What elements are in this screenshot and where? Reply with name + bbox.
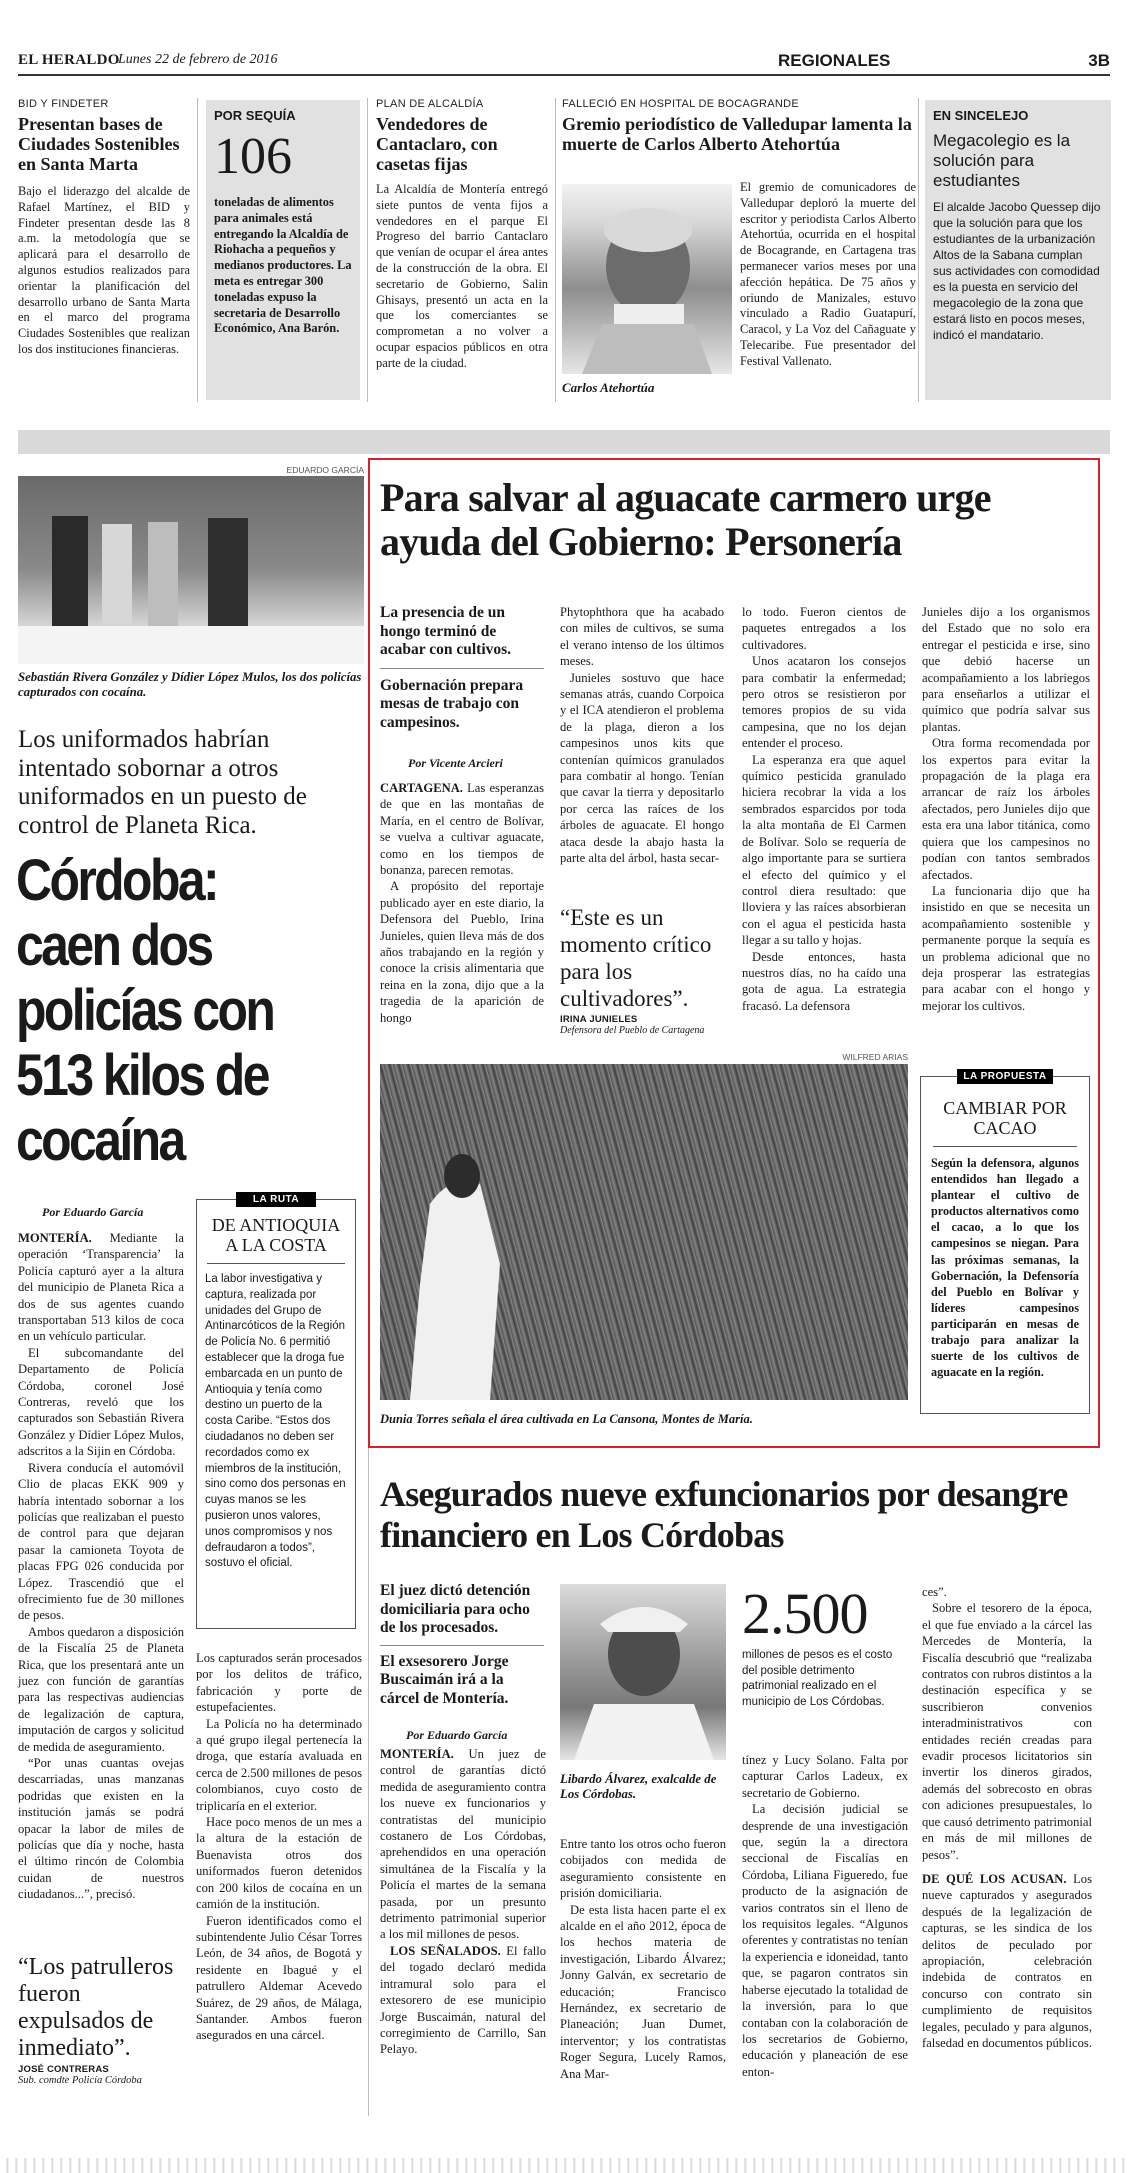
photo-credit: EDUARDO GARCÍA <box>286 465 364 475</box>
photo-caption: Sebastián Rivera González y Dídier López Mulos, los dos policías capturados con cocaína. <box>18 670 362 699</box>
brief-body: toneladas de alimentos para animales está entregando la Alcaldía de Riohacha a pequeños y medianos productores. La meta es entregar 300 toneladas expuso la secretaria de Desarrollo Económico, Ana Barón. <box>214 195 352 336</box>
brief-body: El gremio de comunicadores de Valledupar deploró la muerte del escritor y periodista Carlos Alberto Atehortúa, ocurrida en el hospital de Bocagrande, en Cartagena tras permanecer varios meses por una afección hepática. De 75 años y oriundo de Manizales, estuvo vinculado a Radio Guatapurí, Caracol, y La Voz del Cañaguate y Telecaribe. Fue presentador del Festival Vallenato. <box>740 180 916 368</box>
subhead: LOS SEÑALADOS. <box>390 1943 501 1958</box>
paragraph: La esperanza era que aquel químico pesticida granulado hiciera recobrar la vida a los sembrados esparcidos por toda la alta montaña de El Carmen de Bolívar. Solo se requería de algo importante para se surtiera el efecto del químico y el control diera resultado: que lloviera y las raíces absorbieran con el agua el pesticida hasta llegar a su tallo y hojas. <box>742 752 906 948</box>
issue-date: Lunes 22 de febrero de 2016 <box>118 52 278 67</box>
brief-gremio <box>562 98 916 402</box>
paragraph: Desde entonces, hasta nuestros días, no ha caído una gota de agua. La estrategia fracasó. La defensora <box>742 949 906 1013</box>
paragraph: Junieles sostuvo que hace semanas atrás, cuando Corpoica y el ICA atendieron el problema de la plaga, dieron a los campesinos unos kits que contenían químicos granulados para combatir al hongo. Tenían que cavar la tierra y depositarlo por cerca las raíces de los árboles de aguacate. El hongo ataca desde la abajo hasta la parte alta del árbol, hasta secar- <box>560 670 724 866</box>
photo-credit: WILFRED ARIAS <box>842 1052 908 1062</box>
divider <box>555 98 556 402</box>
quote-text: “Este es un momento crítico para los cultivadores”. <box>560 905 712 1011</box>
brief-body: El alcalde Jacobo Quessep dijo que la solución para que los estudiantes de la urbanización Altos de la Sabana cumplan sus actividades con comodidad es la puesta en servicio del megacolegio de la zona que estará listo en pocos meses, indicó el mandatario. <box>933 200 1101 342</box>
brief-kicker: EN SINCELEJO <box>933 108 1029 123</box>
bottom-edge <box>0 2158 1128 2173</box>
article-headline: Para salvar al aguacate carmero urge ayuda del Gobierno: Personería <box>380 475 991 564</box>
propuesta-box <box>920 1071 1090 1414</box>
page-number: 3B <box>1088 51 1110 70</box>
deck-2: Gobernación prepara mesas de trabajo con campesinos. <box>380 676 524 731</box>
stat-number: 2.500 <box>742 1581 868 1646</box>
deck-block <box>380 604 544 771</box>
deck-2: El exsesorero Jorge Buscaimán irá a la cárcel de Montería. <box>380 1652 509 1707</box>
byline: Por Eduardo García <box>406 1728 508 1742</box>
paragraph: A propósito del reportaje publicado ayer en este diario, la Defensora del Pueblo, Irina Junieles, quien lleva más de dos años trabajando en la región y conoce la crisis alimentaria que reina en la zona, dijo que a la tragedia de la aparición de hongo <box>380 879 544 1025</box>
box-title: CAMBIAR POR CACAO <box>943 1098 1067 1138</box>
byline: Por Eduardo García <box>42 1205 144 1219</box>
brief-title: Megacolegio es la solución para estudiantes <box>933 131 1071 190</box>
portrait-photo <box>562 184 732 374</box>
paper-name: EL HERALDO <box>18 52 120 68</box>
pull-quote <box>18 1954 188 2086</box>
paragraph: La funcionaria dijo que ha insistido en que se necesita un acompañamiento sostenible y permanente porque la sequía es un problema adicional que no deja prosperar las estrategias para acabar con el hongo y mejorar los cultivos. <box>922 883 1090 1013</box>
paragraph: La decisión judicial se desprende de una investigación que, según la a directora seccional de Fiscalías en Córdoba, Liliana Figueredo, fue producto de la asignación de varios contratos sin el lleno de los requisitos legales. “Algunos oferentes y contratistas no tenían la experiencia e idoneidad, tanto que, se pagaron contratos sin haberse ejecutado la totalidad de la inversión, para lo que contaban con la colaboración de los secretarios de Gobierno, educación y planeación de ese enton- <box>742 1802 908 2079</box>
article-column <box>742 604 906 1014</box>
divider <box>197 98 198 402</box>
brief-title: Gremio periodístico de Valledupar lamenta la muerte de Carlos Alberto Atehortúa <box>562 114 912 154</box>
pull-quote <box>560 904 730 1036</box>
brief-kicker: FALLECIÓ EN HOSPITAL DE BOCAGRANDE <box>562 98 799 110</box>
brief-kicker: PLAN DE ALCALDÍA <box>376 98 484 110</box>
paragraph: Mediante la operación ‘Transparencia’ la Policía capturó ayer a la altura del municipio de Planeta Rica a dos de sus agentes cuando transportaban 513 kilos de coca en un vehículo particular. <box>18 1231 184 1344</box>
masthead-rule <box>18 74 1110 76</box>
article-column <box>922 604 1090 1014</box>
quote-name: IRINA JUNIELES <box>560 1014 638 1025</box>
article-column <box>922 1584 1092 2051</box>
article-column <box>560 1836 726 2082</box>
police-illustration <box>18 476 364 664</box>
paragraph: El fallo del togado declaró medida intramural solo para el extesorero de ese municipio Jorge Buscaimán, natural del corregimiento de Carrillo, San Pelayo. <box>380 1943 546 2057</box>
paragraph: Hace poco menos de un mes a la altura de la estación de Buenavista otros dos uniformados fueron detenidos con 200 kilos de cocaína en un camión de la institución. <box>196 1815 362 1912</box>
paragraph: De esta lista hacen parte el ex alcalde en el año 2012, época de los hechos materia de investigación, Libardo Álvarez; Jonny Galván, ex secretario de educación; Francisco Hernández, ex secretario de Planeación; Juan Dumet, interventor; y los contratistas Roger Segura, Lucely Ramos, Ana Mar- <box>560 1902 726 2081</box>
paragraph: Los capturados serán procesados por los delitos de tráfico, fabricación y porte de estupefacientes. <box>196 1651 362 1715</box>
section-name: REGIONALES <box>778 51 891 70</box>
quote-role: Sub. comdte Policía Córdoba <box>18 2075 142 2086</box>
brief-kicker: BID Y FINDETER <box>18 98 109 110</box>
brief-cantaclaro <box>376 98 548 372</box>
stat-text: millones de pesos es el costo del posible detrimento patrimonial realizado en el municipio de Los Córdobas. <box>742 1649 893 1708</box>
mayor-illustration <box>560 1584 726 1760</box>
dateline: MONTERÍA. <box>380 1747 454 1761</box>
brief-sequia <box>206 100 360 400</box>
mayor-photo <box>560 1584 726 1760</box>
box-title: DE ANTIOQUIA A LA COSTA <box>211 1215 341 1255</box>
article-column <box>380 1746 546 2058</box>
brief-sincelejo <box>925 100 1111 400</box>
deck-1: La presencia de un hongo terminó de acabar con cultivos. <box>380 604 512 658</box>
article-column <box>560 604 724 867</box>
dateline: CARTAGENA. <box>380 781 463 795</box>
paragraph: Las esperanzas de que en las montañas de María, en el centro de Bolívar, se vuelva a cultivar aguacate, como en los tiempos de bonanza, parecen remotas. <box>380 781 544 878</box>
brief-kicker: POR SEQUÍA <box>214 108 296 123</box>
paragraph: Rivera conducía el automóvil Clio de placas EKK 909 y habría intentado sobornar a los policías que realizaban el puesto de control para que dejaran pasar la camioneta Toyota de placas FPG 026 conducida por López. Trascendió que el ofrecimiento fue de 30 millones de pesos. <box>18 1460 184 1623</box>
paragraph: lo todo. Fueron cientos de paquetes entregados a los cultivadores. <box>742 605 906 652</box>
article-deck: Los uniformados habrían intentado sobornar a otros uniformados en un puesto de control de Planeta Rica. <box>18 726 307 839</box>
brief-bid <box>18 98 190 358</box>
box-body: La labor investigativa y captura, realizada por unidades del Grupo de Antinarcóticos de la Región de Policía No. 6 permitió establecer que la droga fue embarcada en un punto de Antioquia y tenía como destino un puerto de la costa Caribe. “Estos dos ciudadanos no deben ser recordados como ex miembros de la institución, sino como dos personas en cuyas manos se les pusieron unos valores, unos compromisos y nos defraudaron a todos”, sostuvo el oficial. <box>205 1273 346 1570</box>
box-tab: LA RUTA <box>236 1192 316 1207</box>
paragraph: Los nueve capturados y asegurados después de la legalización de capturas, se les sindica de los delitos de peculado por apropiación, celebración indebida de contratos en concurso con contrato sin cumplimiento de requisitos legales, peculado y para algunos, falsedad en documentos públicos. <box>922 1871 1092 2050</box>
dateline: MONTERÍA. <box>18 1231 92 1245</box>
paragraph: La Policía no ha determinado a qué grupo ilegal pertenecía la droga, que estaría avaluada en cerca de 2.500 millones de pesos colombianos, cuyo costo de triplicaría en el exterior. <box>196 1716 362 1813</box>
article-column <box>18 1230 184 1903</box>
brief-number: 106 <box>214 128 292 185</box>
subhead: DE QUÉ LOS ACUSAN. <box>922 1871 1067 1886</box>
quote-text: “Los patrulleros fueron expulsados de inmediato”. <box>18 1954 174 2061</box>
paragraph: tínez y Lucy Solano. Falta por capturar Carlos Ladeux, ex secretario de Gobierno. <box>742 1753 908 1800</box>
field-photo <box>380 1064 908 1400</box>
paragraph: ces”. <box>922 1585 947 1599</box>
paragraph: Junieles dijo a los organismos del Estado que no solo era entregar el pesticida e irse, sino que debió hacerse un acompañamiento a los labriegos para enseñarlos a utilizar el químico que podría salvar sus plantas. <box>922 605 1090 734</box>
quote-role: Defensora del Pueblo de Cartagena <box>560 1025 705 1036</box>
stat-block <box>742 1581 908 1710</box>
article-column <box>380 780 544 1026</box>
photo-caption: Libardo Álvarez, exalcalde de Los Córdobas. <box>560 1772 717 1801</box>
article-column <box>196 1650 362 2044</box>
divider <box>918 98 919 402</box>
article-headline: Córdoba: caen dos policías con 513 kilos de cocaína <box>16 848 274 1173</box>
quote-name: JOSÉ CONTRERAS <box>18 2064 109 2075</box>
photo-caption: Carlos Atehortúa <box>562 380 655 395</box>
brief-title: Vendedores de Cantaclaro, con casetas fijas <box>376 114 498 174</box>
brief-body: Bajo el liderazgo del alcalde de Rafael Martínez, el BID y Findeter presentan desde las 8 a.m. la metodología que se aplicará para el desarrollo de algunos estudios realizados para orientar la planificación del desarrollo urbano de Santa Marta en el marco del programa Ciudades Sostenibles que realizan los dos instituciones financieras. <box>18 184 190 356</box>
paragraph: Sobre el tesorero de la época, el que fue enviado a la cárcel las Mercedes de Montería, la Fiscalía descubrió que “realizaba contratos con rubros distintos a la destinación específica y se suscribieron convenios interadministrativos con entidades recién creadas para evadir procesos licitatorios sin invertir los dineros girados, además del sobrecosto en obras con adiciones presupuestales, lo que causó detrimento patrimonial en más de mil millones de pesos”. <box>922 1601 1092 1862</box>
paragraph: Entre tanto los otros ocho fueron cobijados con medida de aseguramiento consistente en prisión domiciliaria. <box>560 1837 726 1901</box>
paragraph: Unos acataron los consejos para combatir la enfermedad; pero otros se resistieron por temores propios de su vida campesina, que no los dejan entender el proceso. <box>742 654 906 751</box>
masthead <box>18 50 1110 72</box>
field-illustration <box>380 1064 908 1400</box>
deck-block <box>380 1582 544 1743</box>
paragraph: Phytophthora que ha acabado con miles de cultivos, se suma el verano intenso de los últimos meses. <box>560 605 724 669</box>
police-photo <box>18 476 364 664</box>
box-body: Según la defensora, algunos entendidos han llegado a plantear el cultivo de productos alternativos como el cacao, a lo que los campesinos se niegan. Para las próximas semanas, la Gobernación, la Defensoría del Pueblo en Bolívar y líderes campesinos participarán en mesas de trabajo para analizar la suerte de los cultivos de aguacate en la región. <box>931 1156 1079 1380</box>
paragraph: El subcomandante del Departamento de Policía Córdoba, coronel José Contreras, reveló que los capturados son Sebastián Rivera González y Dídier López Mulos, adscritos a la Sijin en Córdoba. <box>18 1345 184 1459</box>
article-column <box>742 1752 908 2080</box>
paragraph: Un juez de control de garantías dictó medida de aseguramiento contra los nueve ex funcionarios y contratistas del municipio costanero de Los Córdobas, aprehendidos en una operación simultánea de la Fiscalía y la Policía el martes de la semana pasada, por un presunto detrimento patrimonial superior a los mil millones de pesos. <box>380 1747 546 1942</box>
portrait-illustration <box>562 184 732 374</box>
paragraph: Fueron identificados como el subintendente Julio César Torres León, de 34 años, de Bogotá y residente en Ibagué y el patrullero Aldemar Acevedo Suárez, de 29 años, de Málaga, Santander. Ambos fueron asegurados en una cárcel. <box>196 1913 362 2043</box>
deck-1: El juez dictó detención domiciliaria para ocho de los procesados. <box>380 1582 531 1636</box>
box-tab: LA PROPUESTA <box>957 1069 1053 1084</box>
section-band <box>18 430 1110 454</box>
brief-body: La Alcaldía de Montería entregó siete puntos de venta fijos a vendedores en el parque El Progreso del barrio Cantaclaro que venían de ocupar el área antes de la construcción de la obra. El secretario de Gobierno, Salin Ghisays, presentó un acta en la que los comerciantes se comprometan a no volver a ocupar espacios públicos en otra parte de la ciudad. <box>376 182 548 370</box>
article-headline: Asegurados nueve exfuncionarios por desangre financiero en Los Córdobas <box>380 1474 1068 1555</box>
brief-title: Presentan bases de Ciudades Sostenibles en Santa Marta <box>18 114 180 174</box>
ruta-box <box>196 1194 356 1629</box>
divider <box>367 98 368 402</box>
byline: Por Vicente Arcieri <box>408 756 503 770</box>
paragraph: Otra forma recomendada por los expertos para evitar la propagación de la plaga era arrancar de raíz los árboles afectados, pero Junieles dijo que esta era una labor titánica, como quiera que los campesinos no podían con tantos sembrados afectados. <box>922 736 1090 882</box>
photo-caption: Dunia Torres señala el área cultivada en La Cansona, Montes de María. <box>380 1412 753 1426</box>
paragraph: Ambos quedaron a disposición de la Fiscalía 25 de Planeta Rica, que los presentará ante un juez con función de garantías para las respectivas audiencias de legalización de captura, imputación de cargos y solicitud de medida de aseguramiento. <box>18 1624 184 1754</box>
paragraph: “Por unas cuantas ovejas descarriadas, unas manzanas podridas que existen en la institución jamás se podrá opacar la labor de miles de policías que día y noche, hasta el último rincón de Colombia cuidan de nuestros ciudadanos...”, precisó. <box>18 1756 184 1902</box>
